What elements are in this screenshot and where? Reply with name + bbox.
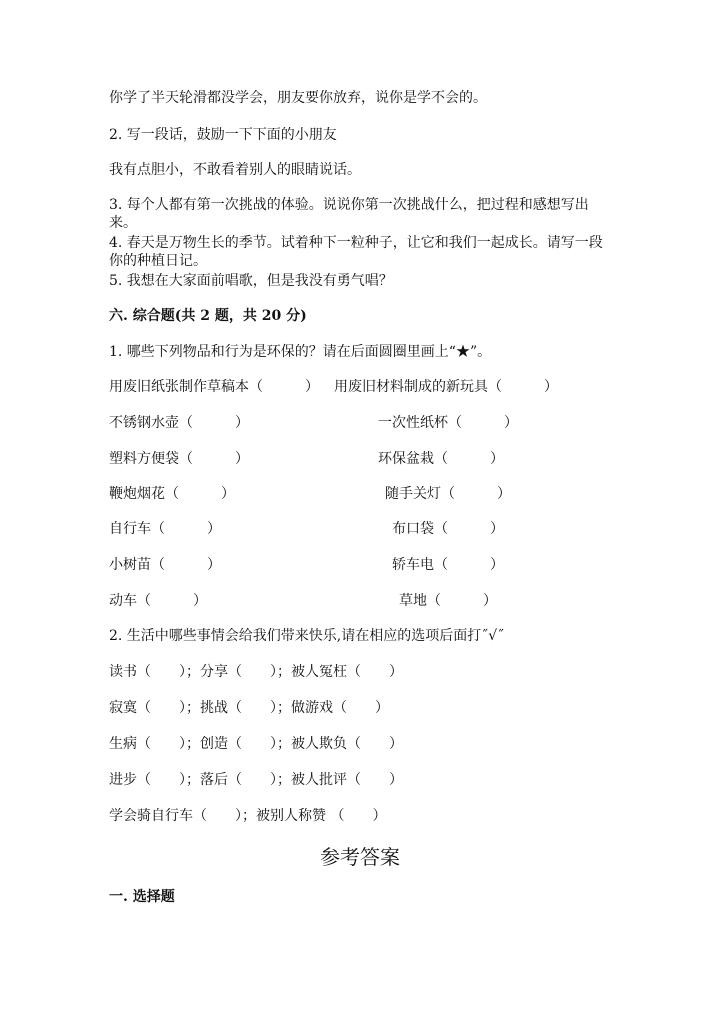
question-3-first-challenge: 3. 每个人都有第一次挑战的体验。说说你第一次挑战什么，把过程和感想写出来。 [109,197,589,231]
eco-item-bicycle: 自行车（ ） [109,521,221,537]
eco-item-car: 轿车电（ ） [392,557,504,573]
eco-item-recycled-toy: 用废旧材料制成的新玩具（ ） [334,379,558,395]
question-2-encourage: 2. 写一段话，鼓励一下下面的小朋友 [109,127,337,143]
answers-title: 参考答案 [320,845,400,869]
eco-item-cloth-bag: 布口袋（ ） [392,521,504,537]
eco-item-potted-plant: 环保盆栽（ ） [378,451,504,467]
happiness-choice-row: 进步（ ）；落后（ ）；被人批评（ ） [109,772,403,788]
eco-item-plastic-bag: 塑料方便袋（ ） [109,451,249,467]
eco-item-fireworks: 鞭炮烟花（ ） [109,486,235,502]
happiness-choice-row: 生病（ ）；创造（ ）；被人欺负（ ） [109,736,403,752]
question-5-singing: 5. 我想在大家面前唱歌，但是我没有勇气唱？ [109,273,393,289]
eco-item-turn-off-lights: 随手关灯（ ） [385,486,511,502]
eco-item-train: 动车（ ） [109,593,207,609]
section-6-question-2: 2. 生活中哪些事情会给我们带来快乐,请在相应的选项后面打˝√˝ [109,628,505,644]
eco-item-paper-cup: 一次性纸杯（ ） [378,415,518,431]
eco-item-steel-kettle: 不锈钢水壶（ ） [109,415,249,431]
section-6-heading: 六. 综合题(共 2 题，共 20 分) [109,308,307,324]
answers-section-1-heading: 一. 选择题 [109,889,175,905]
scenario-shy: 我有点胆小，不敢看着别人的眼睛说话。 [109,162,361,178]
happiness-choice-row: 寂寞（ ）；挑战（ ）；做游戏（ ） [109,700,389,716]
happiness-choice-row: 学会骑自行车（ ）；被别人称赞 （ ） [109,808,387,824]
scenario-rollerskate: 你学了半天轮滑都没学会，朋友要你放弃，说你是学不会的。 [109,90,487,106]
eco-item-scrap-paper: 用废旧纸张制作草稿本（ ） [109,379,319,395]
question-4-planting-diary: 4. 春天是万物生长的季节。试着种下一粒种子，让它和我们一起成长。请写一段你的种植日记。 [109,235,603,269]
happiness-choice-row: 读书（ ）；分享（ ）；被人冤枉（ ） [109,664,403,680]
eco-item-grassland: 草地（ ） [399,593,497,609]
section-6-question-1: 1. 哪些下列物品和行为是环保的？请在后面圆圈里画上“★”。 [109,344,492,360]
eco-item-sapling: 小树苗（ ） [109,557,221,573]
